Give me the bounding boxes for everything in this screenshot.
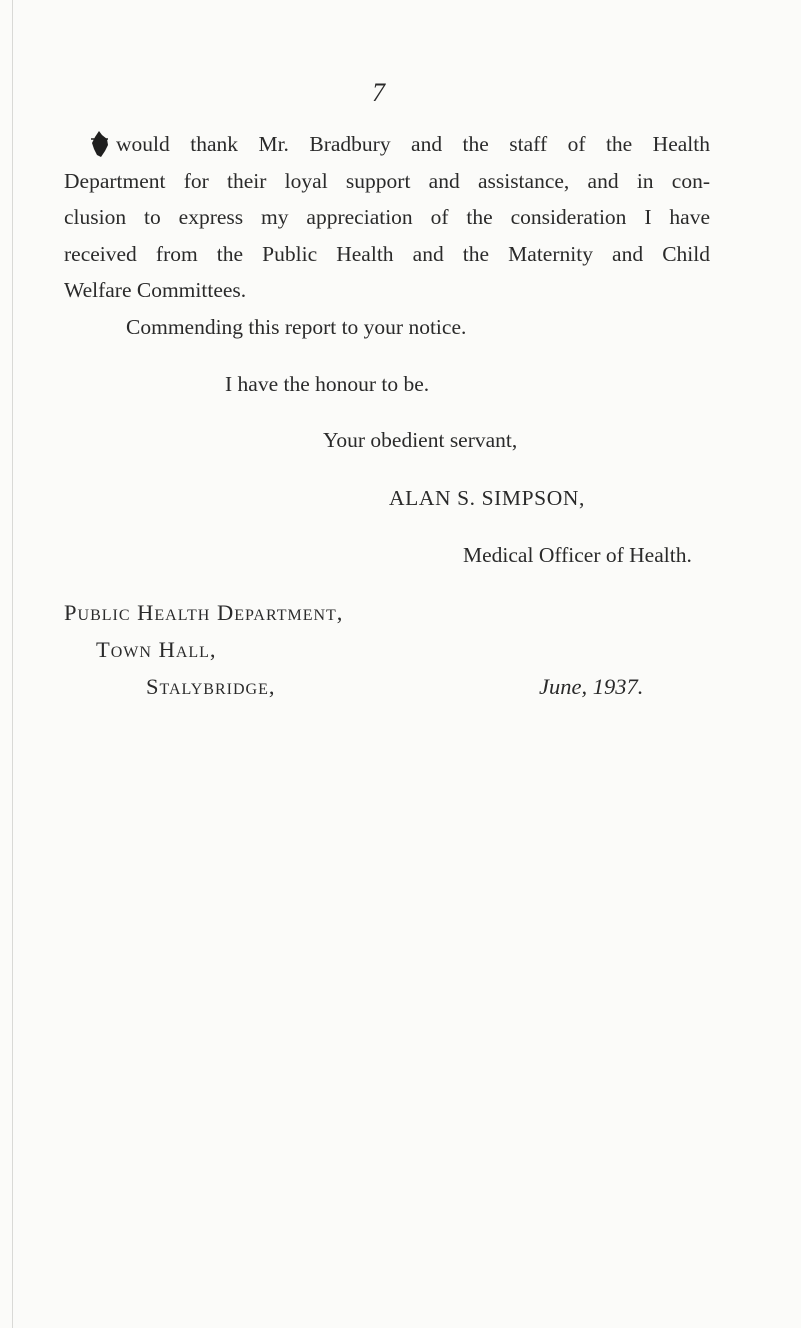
page-number: 7 [372,78,385,107]
honour-line: I have the honour to be. [225,372,430,396]
valediction: Your obedient servant, [323,428,518,452]
paragraph-line: Welfare Committees. [64,278,247,302]
signature-name: ALAN S. SIMPSON, [389,486,585,510]
letter-date: June, 1937. [539,674,644,699]
address-town: Stalybridge, [146,674,276,699]
paragraph-line: clusion to express my appreciation of the consideration I have [64,205,710,229]
paragraph-line: would thank Mr. Bradbury and the staff of the Health [116,132,710,156]
commending-line: Commending this report to your notice. [126,315,467,339]
paragraph-line: Department for their loyal support and assistance, and in con- [64,168,710,193]
paragraph-line: received from the Public Health and the Maternity and Child [64,241,710,266]
address-building: Town Hall, [96,637,217,662]
closing-paragraph [64,126,710,309]
signature-title: Medical Officer of Health. [463,543,692,567]
address-department: Public Health Department, [64,600,344,625]
page-edge-mark [12,0,13,1328]
